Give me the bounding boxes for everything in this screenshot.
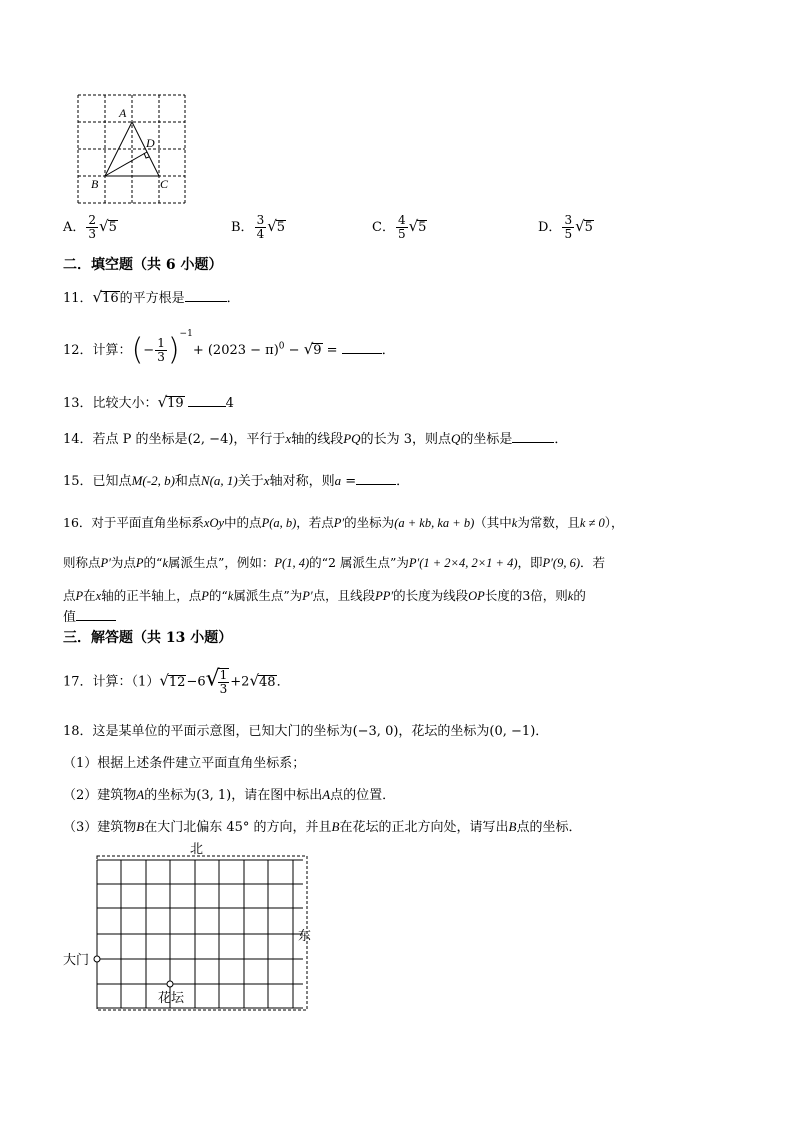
section2-heading: 二．填空题（共 6 小题） <box>63 257 223 273</box>
q18-line1: 18．这是某单位的平面示意图，已知大门的坐标为(−3, 0)，花坛的坐标为(0, −1)． <box>63 724 549 739</box>
map-grid-figure <box>60 838 330 1018</box>
question-12: 12．计算：(− $\frac{1}{3}$ )$^{-1}+ (2023 - \pi)^0 - √9$ = ． <box>63 329 395 368</box>
q18-part1: （1）根据上述条件建立平面直角坐标系； <box>63 756 306 771</box>
label-d: D <box>146 136 155 150</box>
option-d[interactable]: D． $\frac{3}{5}$ √5 <box>538 213 593 241</box>
label-a: A <box>119 106 127 120</box>
option-c[interactable]: C． $\frac{4}{5}$ √5 <box>372 213 427 241</box>
north-label: 北 <box>190 841 204 856</box>
q16-line3: 点P在x轴的正半轴上，点P的“k属派生点”为P′点，且线段PP′的长度为线段OP长度的3倍，则k的 <box>63 588 586 603</box>
answer-blank[interactable] <box>512 441 554 443</box>
answer-blank[interactable] <box>356 483 396 485</box>
flowerbed-label: 花坛 <box>158 990 185 1005</box>
gate-point <box>94 956 100 962</box>
q16-line1: 16．对于平面直角坐标系xOy中的点P(a, b)，若点P′的坐标为(a + kb, ka + b)（其中k为常数，且k ≠ 0）， <box>63 515 624 530</box>
q18-part3: （3）建筑物B在大门北偏东 45° 的方向，并且B在花坛的正北方向处，请写出B点的坐标． <box>63 819 582 835</box>
east-label: 东 <box>298 928 312 943</box>
section3-heading: 三．解答题（共 13 小题） <box>63 630 233 646</box>
question-11: 11．√16的平方根是 ． <box>63 288 240 306</box>
option-b[interactable]: B． $\frac{3}{4}$ √5 <box>231 213 286 241</box>
question-13: 13．比较大小：√19 4 <box>63 393 234 411</box>
q16-line2: 则称点P′为点P的“k属派生点”，例如：P(1, 4)的“2 属派生点”为P′(1 + 2×4, 2×1 + 4)，即P′(9, 6)．若 <box>63 555 606 570</box>
label-b: B <box>91 177 99 191</box>
answer-blank[interactable] <box>76 619 116 621</box>
option-a[interactable]: A． $\frac{2}{3}$ √5 <box>63 213 117 241</box>
answer-blank[interactable] <box>342 352 382 354</box>
flowerbed-point <box>167 981 173 987</box>
question-14: 14．若点 P 的坐标是(2, −4)，平行于x轴的线段PQ的长为 3，则点Q的坐标是 ． <box>63 431 568 447</box>
question-15: 15．已知点M(-2, b)和点N(a, 1)关于x轴对称，则a = ． <box>63 473 410 489</box>
answer-blank[interactable] <box>188 405 226 407</box>
q18-part2: （2）建筑物A的坐标为(3, 1)，请在图中标出A点的位置． <box>63 787 396 803</box>
triangle-grid-figure <box>74 92 189 212</box>
question-17: 17．计算：（1）√12−6√ $\frac{1}{3}$ +2√48． <box>63 666 290 696</box>
q16-line4: 值 <box>63 611 116 624</box>
gate-label: 大门 <box>63 952 90 967</box>
answer-blank[interactable] <box>185 300 227 302</box>
label-c: C <box>160 177 169 191</box>
